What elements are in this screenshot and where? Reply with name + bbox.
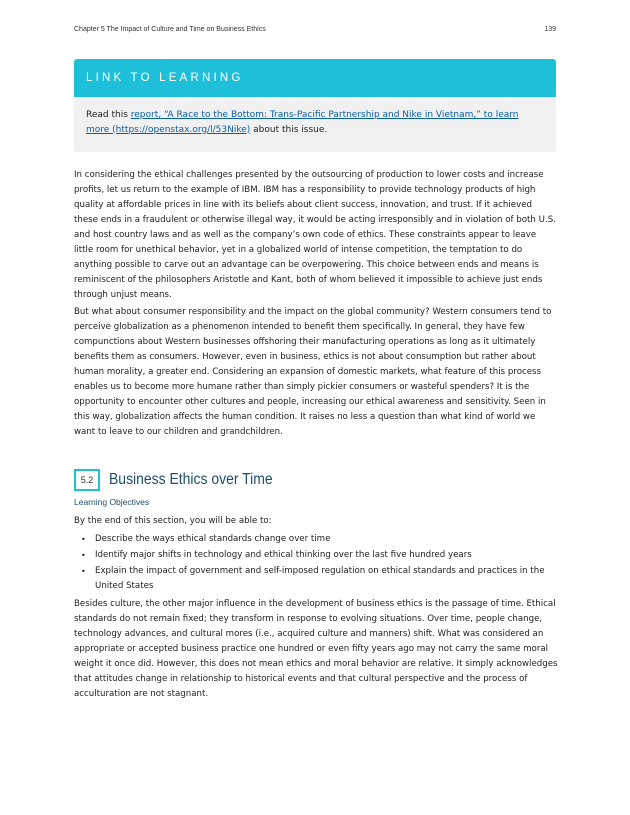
chapter-title: Chapter 5 The Impact of Culture and Time on Business Ethics [74, 26, 266, 33]
paragraph-consumer-responsibility: But what about consumer responsibility and the impact on the global community? Western consumers tend to perceive globalization as a phenomenon intended to benefit them specifically. In general, they have few compunctions about Western businesses offshoring their manufacturing operations as long as it ultimately benefits them as consumers. However, even in business, ethics is not about consumption but rather about human morality, a greater end. Considering an expansion of domestic markets, what feature of this process enables us to become more humane rather than simply pickier consumers or wasteful spenders? It is the opportunity to encounter other cultures and people, increasing our ethical awareness and sensitivity. Seen in this way, globalization affects the human condition. It raises no less a question than what kind of world we want to leave to our children and grandchildren. [74, 307, 552, 437]
page-number: 139 [544, 26, 556, 33]
running-header [74, 26, 556, 33]
link-to-learning-box [74, 59, 556, 152]
paragraph-ibm: In considering the ethical challenges presented by the outsourcing of production to lower costs and increase profits, let us return to the example of IBM. IBM has a responsibility to provide technology products of high quality at affordable prices in line with its beliefs about client success, innovation, and trust. If it achieved these ends in a fraudulent or otherwise illegal way, it would be acting irresponsibly and in violation of both U.S. and host country laws and as well as the company’s own code of ethics. These constraints appear to leave little room for unethical behavior, yet in a globalized world of intense competition, the temptation to do anything possible to carve out an advantage can be overpowering. This choice between ends and means is reminiscent of the philosophers Aristotle and Kant, both of whom believed it impossible to achieve just ends through unjust means. [74, 170, 556, 300]
objectives-intro: By the end of this section, you will be able to: [74, 516, 272, 526]
link-to-learning-title: LINK TO LEARNING [74, 59, 556, 97]
objectives-list [78, 532, 558, 595]
link-to-learning-body [74, 97, 556, 152]
report-link[interactable]: report, “A Race to the Bottom: Trans-Pacific Partnership and Nike in Vietnam,” to learn more (https://openstax.org/l/53Nike) [86, 110, 519, 135]
link-tail-text: about this issue. [250, 124, 328, 135]
paragraph-passage-of-time: Besides culture, the other major influence in the development of business ethics is the passage of time. Ethical standards do not remain fixed; they transform in response to evolving situations. Over time, people change, technology advances, and cultural mores (i.e., acquired culture and manners) shift. What was considered an appropriate or accepted business practice one hundred or even fifty years ago may not carry the same moral weight it once did. However, this does not mean ethics and moral behavior are relative. It simply acknowledges that attitudes change in relationship to historical events and that cultural perspective and the process of acculturation are not stagnant. [74, 599, 558, 699]
learning-objectives-label: Learning Objectives [74, 497, 150, 507]
section-title: Business Ethics over Time [109, 471, 273, 488]
list-item: • Describe the ways ethical standards change over time [78, 532, 558, 547]
section-heading [74, 469, 291, 491]
list-item: • Explain the impact of government and self-imposed regulation on ethical standards and practices in the United States [78, 564, 558, 594]
link-lead-text: Read this [86, 110, 131, 120]
section-number: 5.2 [74, 469, 100, 491]
list-item: • Identify major shifts in technology and ethical thinking over the last five hundred years [78, 548, 558, 563]
